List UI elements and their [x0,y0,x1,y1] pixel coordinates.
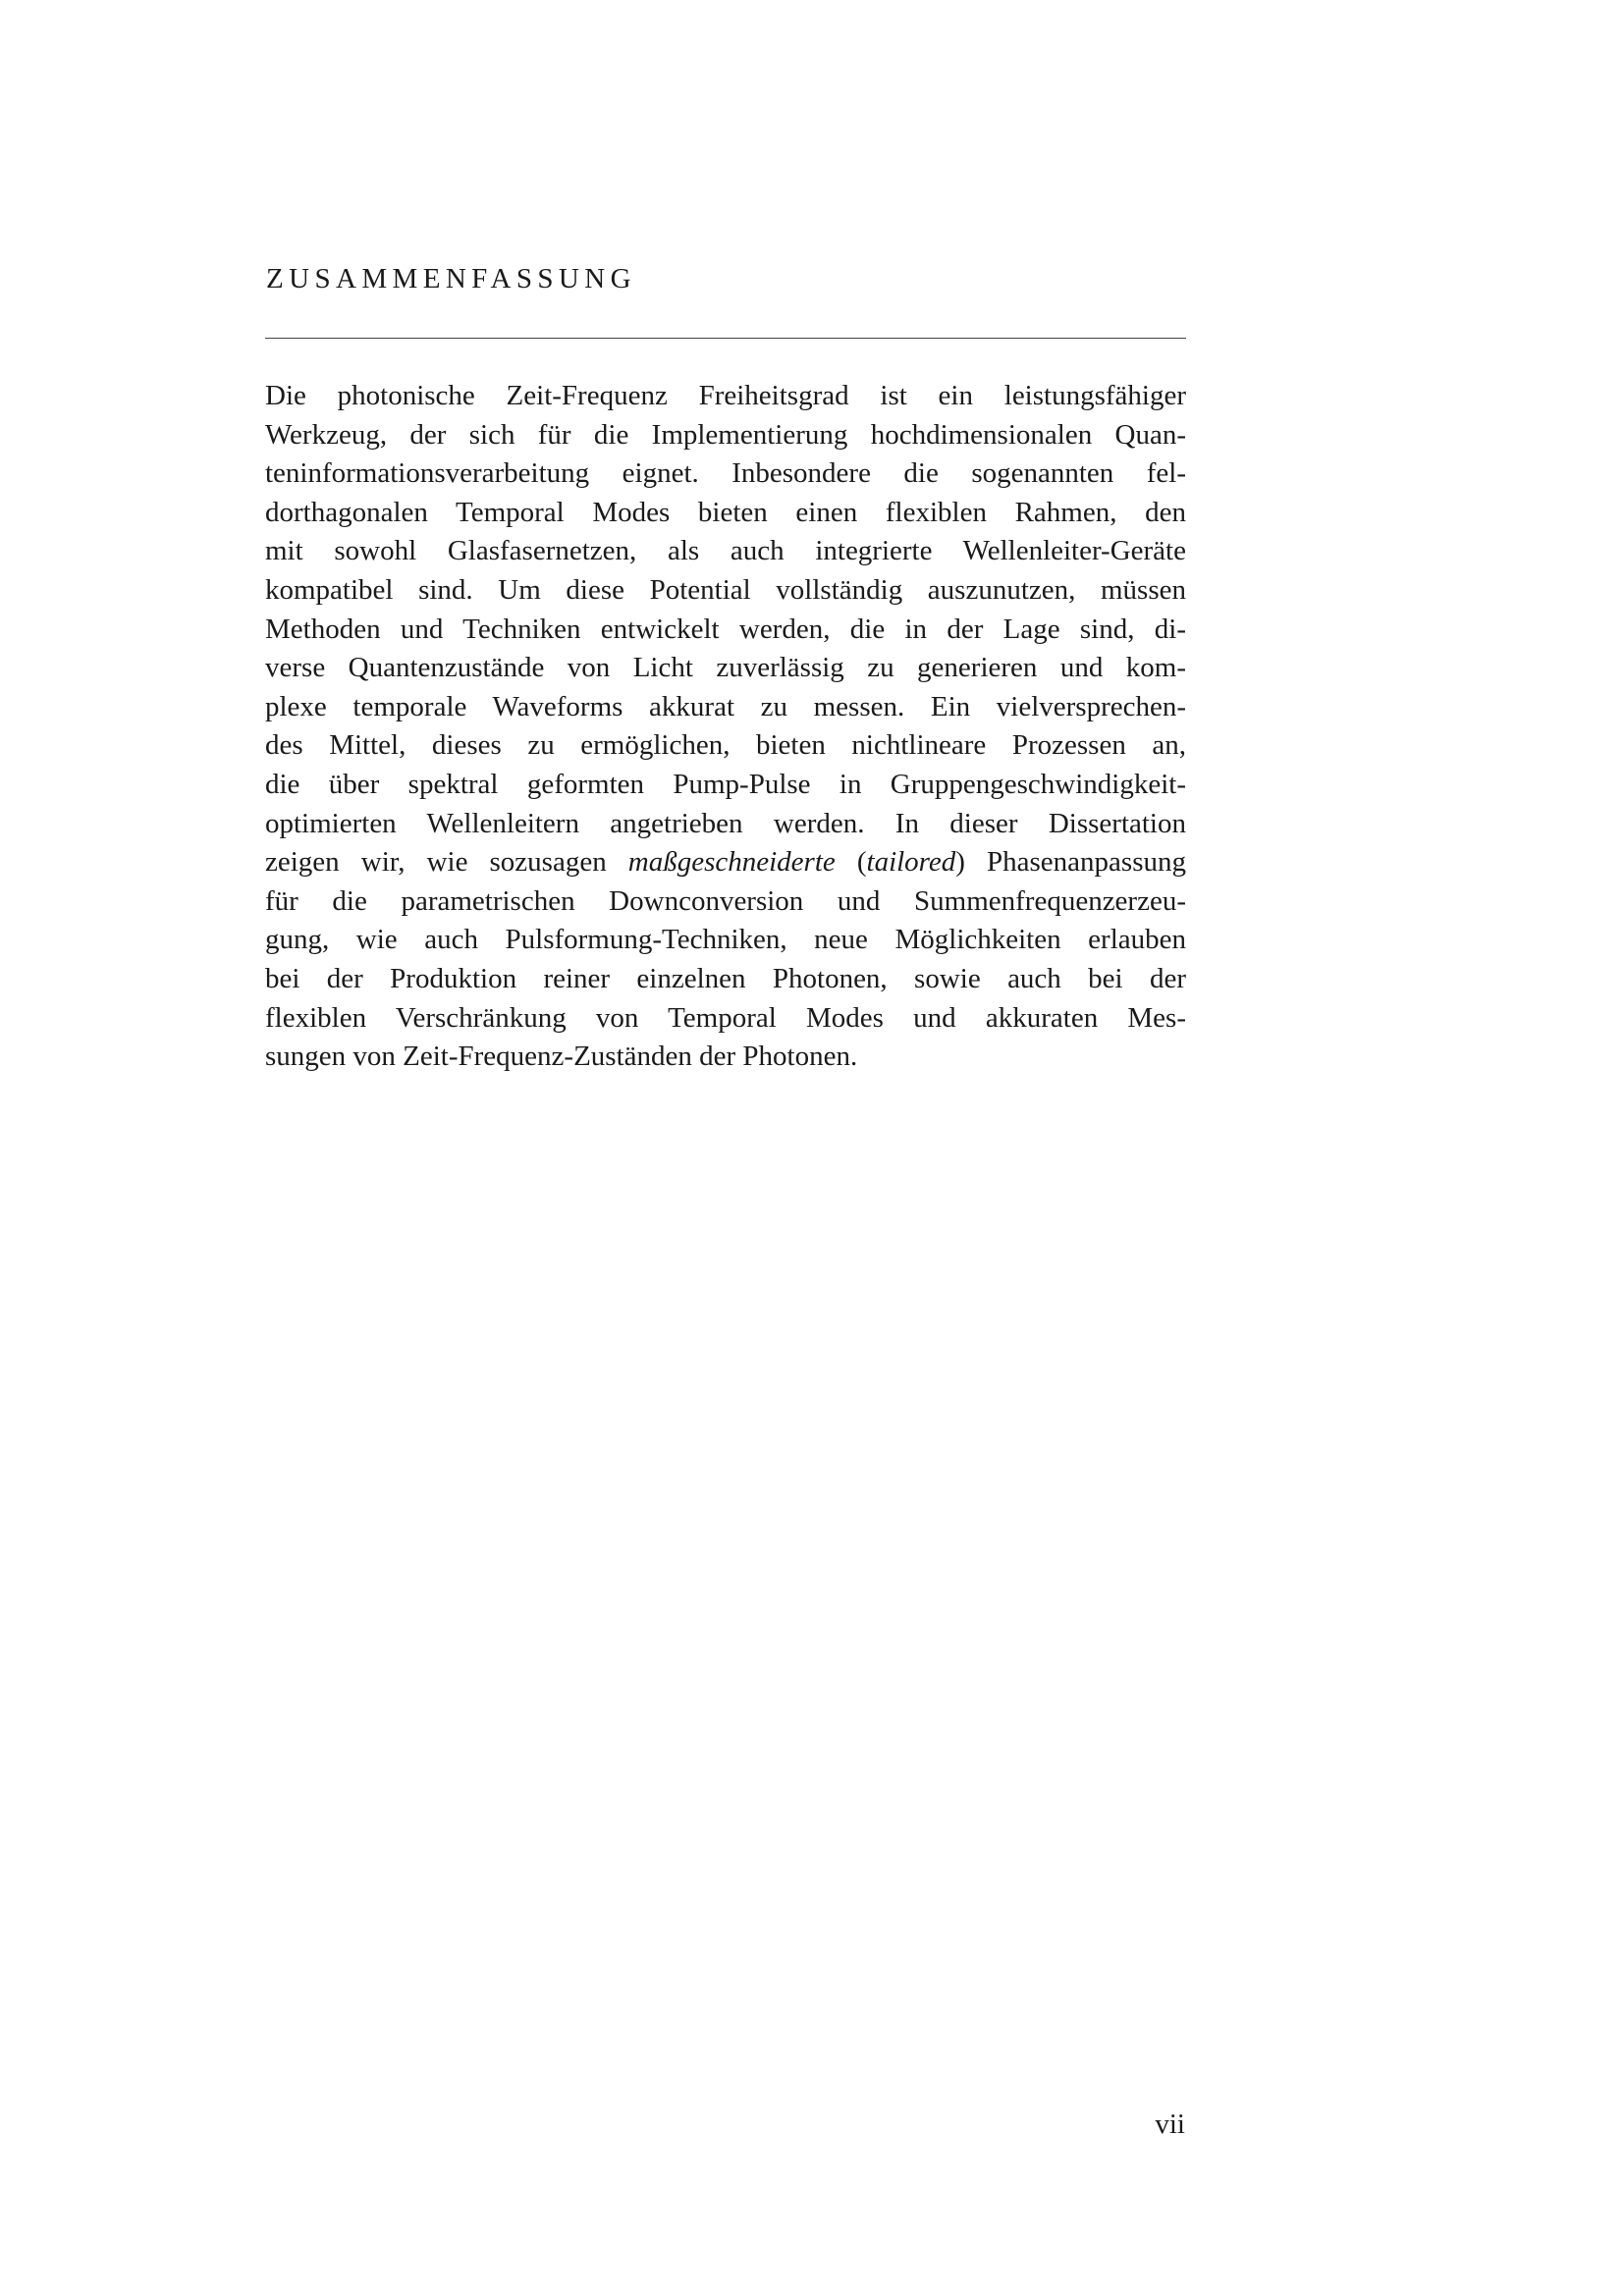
line-text-after: ) Phasenanpassung [955,846,1186,879]
abstract-line: kompatibel sind. Um diese Potential vollständig auszunutzen, müssen [265,573,1186,606]
abstract-line: teninformationsverarbeitung eignet. Inbesondere die sogenannten fel- [265,457,1186,490]
abstract-line: dorthagonalen Temporal Modes bieten einen flexiblen Rahmen, den [265,496,1186,528]
abstract-line: die über spektral geformten Pump-Pulse in Gruppengeschwindigkeit- [265,768,1186,800]
line-text-paren-open: ( [835,846,867,879]
emphasis-tailored: tailored [866,846,956,879]
abstract-line: verse Quantenzustände von Licht zuverlässig zu generieren und kom- [265,652,1186,684]
abstract-line: Werkzeug, der sich für die Implementierung hochdimensionalen Quan- [265,418,1186,451]
abstract-line: bei der Produktion reiner einzelnen Photonen, sowie auch bei der [265,962,1186,994]
abstract-line: für die parametrischen Downconversion und Summenfrequenzerzeu- [265,884,1186,917]
abstract-line: des Mittel, dieses zu ermöglichen, bieten nichtlineare Prozessen an, [265,729,1186,762]
abstract-line: sungen von Zeit-Frequenz-Zuständen der Photonen. [265,1041,858,1073]
abstract-line: mit sowohl Glasfasernetzen, als auch integrierte Wellenleiter-Geräte [265,535,1186,567]
page-number: vii [1155,2109,1185,2140]
line-text-before: zeigen wir, wie sozusagen [265,846,628,879]
abstract-line: Die photonische Zeit-Frequenz Freiheitsgrad ist ein leistungsfähiger [265,380,1186,411]
abstract-paragraph [265,377,1186,1077]
abstract-line: plexe temporale Waveforms akkurat zu messen. Ein vielversprechen- [265,690,1186,722]
chapter-title: ZUSAMMENFASSUNG [266,263,636,294]
abstract-line: optimierten Wellenleitern angetrieben werden. In dieser Dissertation [265,807,1186,839]
abstract-line: flexiblen Verschränkung von Temporal Modes und akkuraten Mes- [265,1001,1186,1034]
abstract-line: Methoden und Techniken entwickelt werden, die in der Lage sind, di- [265,613,1186,645]
emphasis-masssgeschneiderte: maßgeschneiderte [627,846,836,879]
abstract-line: gung, wie auch Pulsformung-Techniken, neue Möglichkeiten erlauben [265,924,1186,956]
title-rule [265,338,1186,339]
abstract-line-with-emphasis [265,843,1186,882]
